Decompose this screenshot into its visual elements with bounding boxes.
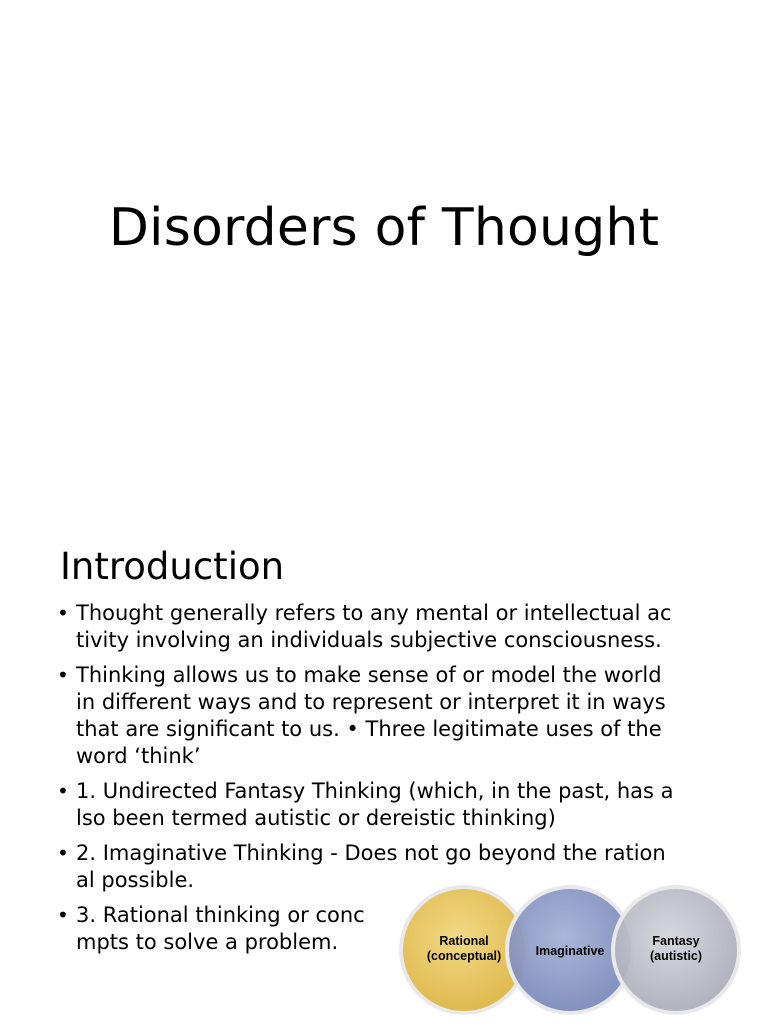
venn-label-rational: Rational <box>439 934 489 948</box>
venn-label-imaginative: Imaginative <box>535 944 605 958</box>
bullet-item: • Thinking allows us to make sense of or model the world in different ways and to represent or interpret it in ways that are significant to us. • Three legitimate uses of the word ‘think’ <box>57 662 717 770</box>
bullet-item: • 3. Rational thinking or conc mpts to solve a problem. <box>57 902 717 956</box>
venn-label-fantasy: Fantasy <box>652 934 700 948</box>
bullet-item: • 2. Imaginative Thinking - Does not go beyond the ration al possible. <box>57 840 717 894</box>
bullet-item: • Thought generally refers to any mental or intellectual ac tivity involving an individuals subjective consciousness. <box>57 600 717 654</box>
bullet-item: • 1. Undirected Fantasy Thinking (which, in the past, has a lso been termed autistic or dereistic thinking) <box>57 778 717 832</box>
venn-sublabel-fantasy: (autistic) <box>649 949 703 963</box>
venn-diagram <box>396 880 748 1020</box>
slide-title: Disorders of Thought <box>108 198 660 258</box>
introduction-slide <box>0 512 768 1024</box>
slide-heading: Introduction <box>60 545 285 588</box>
venn-sublabel-rational: (conceptual) <box>426 949 502 963</box>
